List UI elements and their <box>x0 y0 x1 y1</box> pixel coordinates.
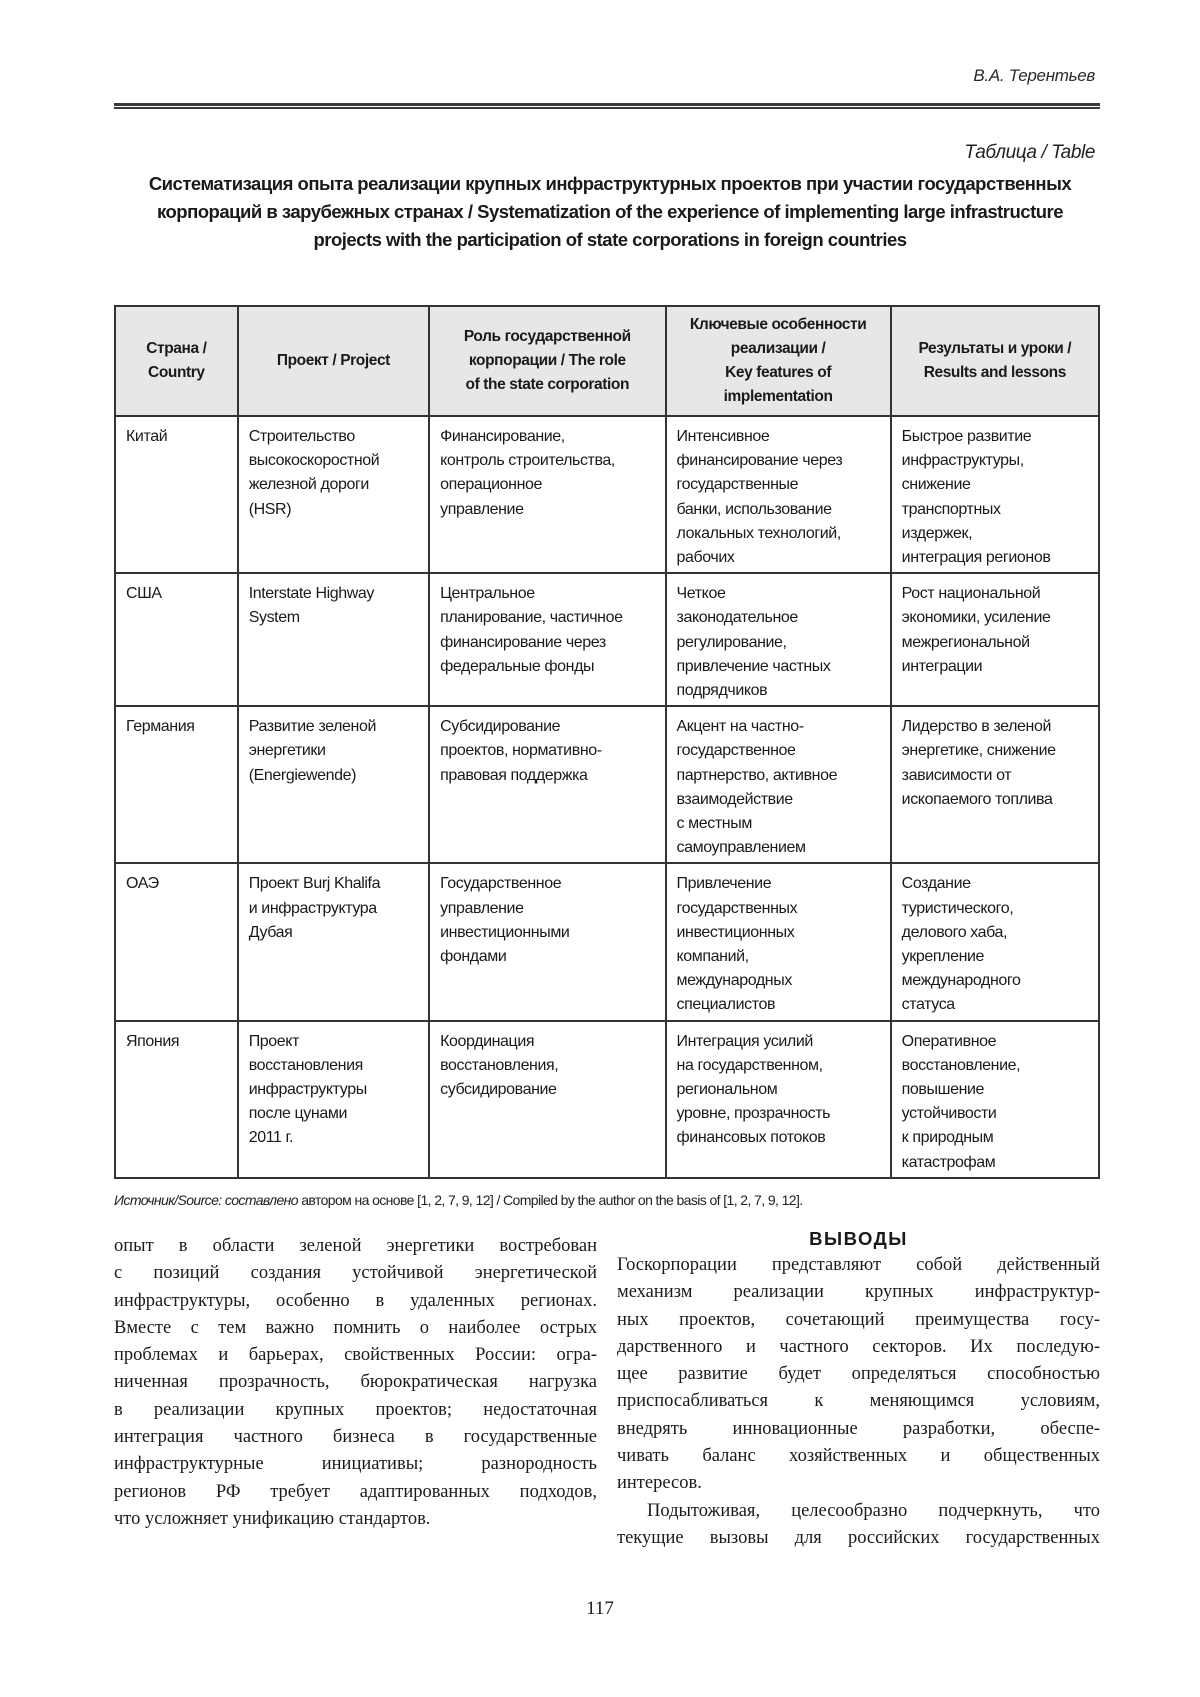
cell-project: Проект восстановления инфраструктуры после цунами 2011 г. <box>238 1021 429 1178</box>
text-line: ниченная прозрачность, бюрократическая нагрузка <box>114 1372 597 1393</box>
text-line: ных проектов, сочетающий преимущества госу- <box>617 1309 1100 1330</box>
cell-project: Развитие зеленой энергетики (Energiewende) <box>238 706 429 863</box>
table-row <box>115 863 1099 1020</box>
table-title: Систематизация опыта реализации крупных инфраструктурных проектов при участии государственных корпораций в зарубежных странах / Systematization of the experience of implementing large infrastructure projects with the participation of state corporations in foreign countries <box>148 173 1072 250</box>
table-label: Таблица / Table <box>964 142 1095 163</box>
header-results: Результаты и уроки / Results and lessons <box>891 306 1099 416</box>
section-heading-conclusions: ВЫВОДЫ <box>809 1228 908 1249</box>
body-paragraph <box>617 1498 1100 1553</box>
text-line: интеграция частного бизнеса в государственные <box>114 1427 597 1448</box>
cell-project: Interstate Highway System <box>238 573 429 706</box>
text-line: интересов. <box>617 1473 702 1494</box>
source-note-italic: Источник/Source: составлено <box>114 1192 298 1208</box>
header-country: Страна / Country <box>115 306 238 416</box>
header-double-rule <box>114 103 1100 109</box>
table-row <box>115 706 1099 863</box>
header-features: Ключевые особенности реализации / Key features of implementation <box>666 306 891 416</box>
cell-country: Германия <box>115 706 238 863</box>
text-line: чивать баланс хозяйственных и общественных <box>617 1446 1100 1467</box>
cell-features: Интеграция усилий на государственном, региональном уровне, прозрачность финансовых потоков <box>666 1021 891 1178</box>
source-note-text: автором на основе [1, 2, 7, 9, 12] / Compiled by the author on the basis of [1, 2, 7, 9, 12]. <box>297 1192 803 1208</box>
text-line: механизм реализации крупных инфраструктур- <box>617 1282 1100 1303</box>
cell-project: Строительство высокоскоростной железной дороги (HSR) <box>238 416 429 573</box>
running-head-author: В.А. Терентьев <box>973 66 1095 85</box>
cell-role: Координация восстановления, субсидирование <box>429 1021 665 1178</box>
header-project: Проект / Project <box>238 306 429 416</box>
text-line: Госкорпорации представляют собой действенный <box>617 1255 1100 1275</box>
text-line: инфраструктурные инициативы; разнородность <box>114 1454 597 1475</box>
cell-results: Оперативное восстановление, повышение устойчивости к природным катастрофам <box>891 1021 1099 1178</box>
text-line: внедрять инновационные разработки, обеспе- <box>617 1418 1100 1439</box>
table-row <box>115 416 1099 573</box>
text-line: щее развитие будет определяться способностью <box>617 1364 1100 1385</box>
cell-country: Япония <box>115 1021 238 1178</box>
text-line: приспосабливаться к меняющимся условиям, <box>617 1391 1100 1412</box>
text-line: дарственного и частного секторов. Их последую- <box>617 1336 1100 1357</box>
comparison-table <box>114 305 1100 1179</box>
text-line: инфраструктуры, особенно в удаленных регионах. <box>114 1290 597 1311</box>
text-line: проблемах и барьерах, свойственных России: огра- <box>114 1345 597 1366</box>
cell-role: Государственное управление инвестиционными фондами <box>429 863 665 1020</box>
body-paragraph <box>114 1233 597 1533</box>
header-role: Роль государственной корпорации / The role of the state corporation <box>429 306 665 416</box>
cell-role: Финансирование, контроль строительства, операционное управление <box>429 416 665 573</box>
text-line: с позиций создания устойчивой энергетической <box>114 1263 597 1284</box>
cell-results: Создание туристического, делового хаба, укрепление международного статуса <box>891 863 1099 1020</box>
table-row <box>115 573 1099 706</box>
text-line: опыт в области зеленой энергетики востребован <box>114 1236 597 1256</box>
body-paragraph <box>617 1252 1100 1498</box>
text-line: Подытоживая, целесообразно подчеркнуть, что <box>647 1500 1100 1521</box>
page-number: 117 <box>586 1598 614 1619</box>
cell-role: Субсидирование проектов, нормативно- правовая поддержка <box>429 706 665 863</box>
cell-project: Проект Burj Khalifa и инфраструктура Дубая <box>238 863 429 1020</box>
body-text-left-column <box>114 1233 597 1533</box>
cell-features: Привлечение государственных инвестиционных компаний, международных специалистов <box>666 863 891 1020</box>
cell-results: Лидерство в зеленой энергетике, снижение зависимости от ископаемого топлива <box>891 706 1099 863</box>
table-row <box>115 1021 1099 1178</box>
cell-features: Четкое законодательное регулирование, привлечение частных подрядчиков <box>666 573 891 706</box>
cell-country: Китай <box>115 416 238 573</box>
text-line: в реализации крупных проектов; недостаточная <box>114 1399 597 1420</box>
cell-country: США <box>115 573 238 706</box>
text-line: текущие вызовы для российских государственных <box>617 1527 1100 1548</box>
cell-results: Быстрое развитие инфраструктуры, снижение транспортных издержек, интеграция регионов <box>891 416 1099 573</box>
cell-results: Рост национальной экономики, усиление межрегиональной интеграции <box>891 573 1099 706</box>
cell-role: Центральное планирование, частичное финансирование через федеральные фонды <box>429 573 665 706</box>
cell-country: ОАЭ <box>115 863 238 1020</box>
body-text-right-column <box>617 1226 1100 1552</box>
cell-features: Акцент на частно- государственное партнерство, активное взаимодействие с местным самоуправлением <box>666 706 891 863</box>
table-source-note <box>114 1192 1104 1208</box>
cell-features: Интенсивное финансирование через государственные банки, использование локальных технологий, рабочих <box>666 416 891 573</box>
text-line: что усложняет унификацию стандартов. <box>114 1508 431 1529</box>
table-header-row <box>115 306 1099 416</box>
text-line: Вместе с тем важно помнить о наиболее острых <box>114 1317 597 1338</box>
text-line: регионов РФ требует адаптированных подходов, <box>114 1481 597 1502</box>
